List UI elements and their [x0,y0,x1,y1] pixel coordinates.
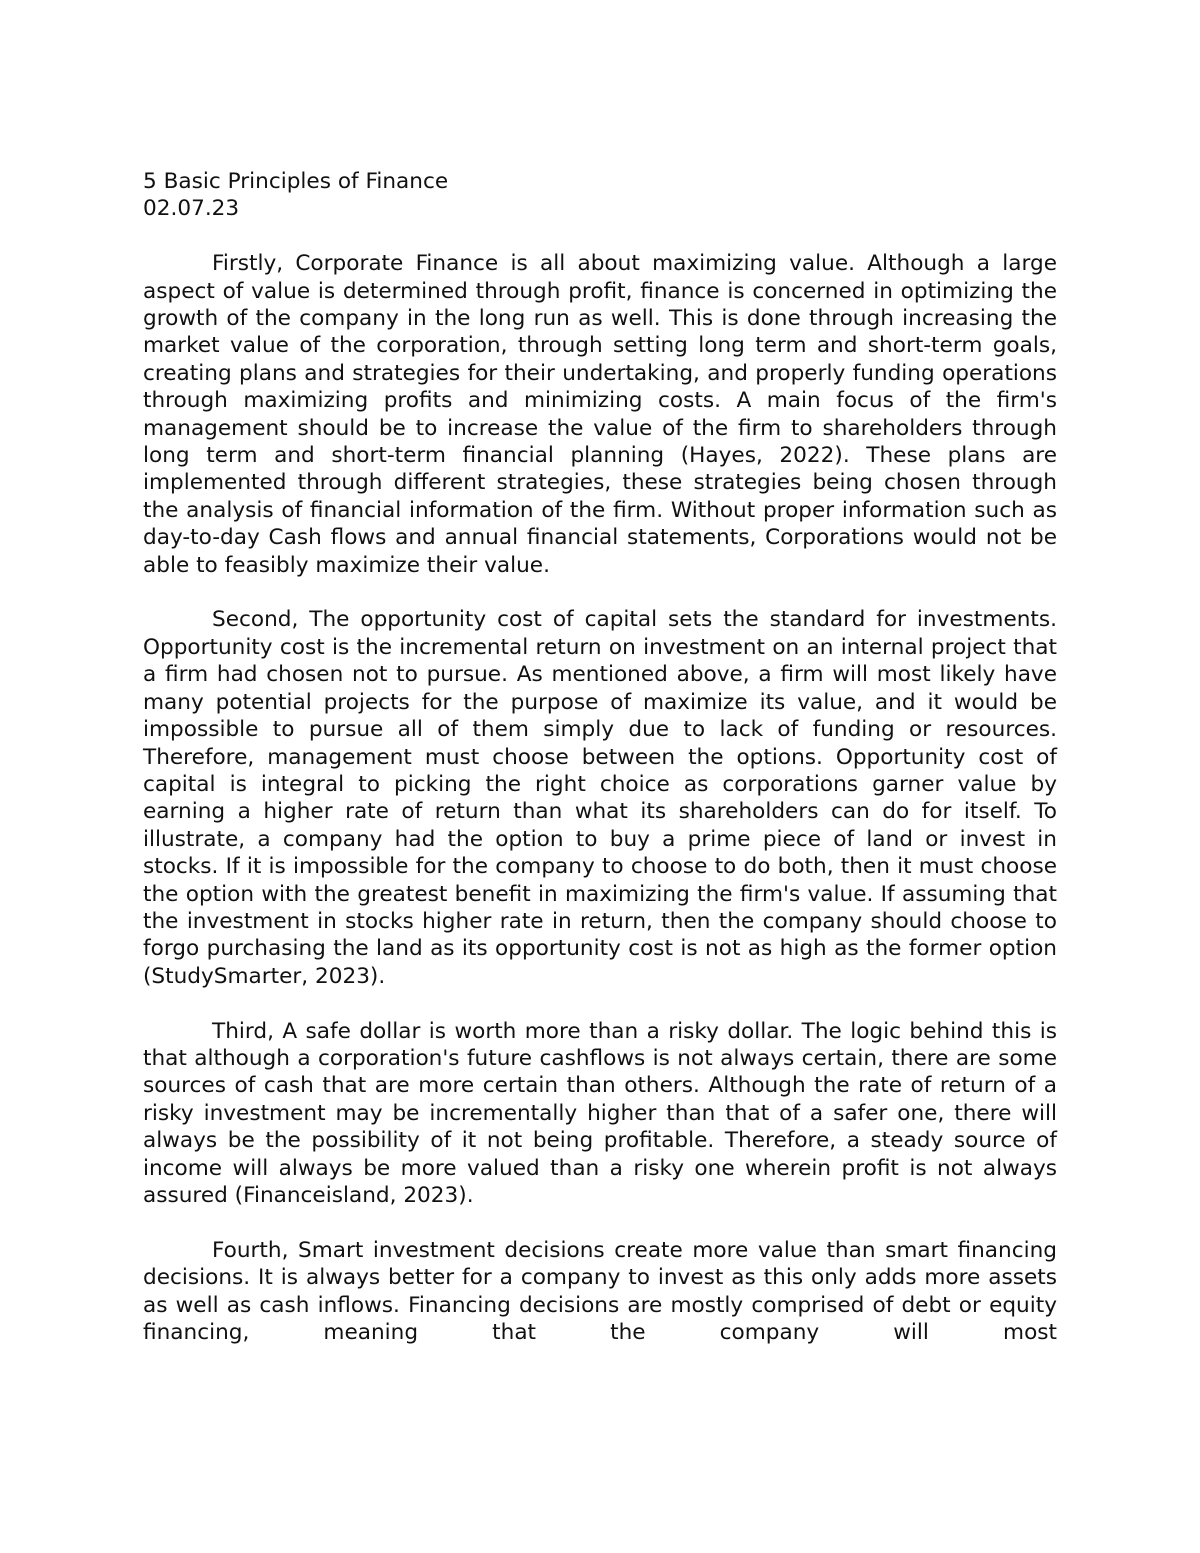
document-title: 5 Basic Principles of Finance [143,169,449,194]
document-page [143,168,1057,1346]
paragraph-maximizing-value: Firstly, Corporate Finance is all about maximizing value. Although a large aspect of value is determined through profit, finance is concerned in optimizing the growth of the company in the long run as well. This is done through increasing the market value of the corporation, through setting long term and short-term goals, creating plans and strategies for their undertaking, and properly funding operations through maximizing profits and minimizing costs. A main focus of the firm's management should be to increase the value of the firm to shareholders through long term and short-term financial planning (Hayes, 2022). These plans are implemented through different strategies, these strategies being chosen through the analysis of financial information of the firm. Without proper information such as day-to-day Cash flows and annual financial statements, Corporations would not be able to feasibly maximize their value. [143,251,1057,578]
paragraph-investment-decisions: Fourth, Smart investment decisions create more value than smart financing decisions. It is always better for a company to invest as this only adds more assets as well as cash inflows. Financing decisions are mostly comprised of debt or equity financing, meaning that the company will most [143,1237,1057,1345]
document-date: 02.07.23 [143,196,240,222]
paragraph-safe-dollar: Third, A safe dollar is worth more than a risky dollar. The logic behind this is that although a corporation's future cashflows is not always certain, there are some sources of cash that are more certain than others. Although the rate of return of a risky investment may be incrementally higher than that of a safer one, there will always be the possibility of it not being profitable. Therefore, a steady source of income will always be more valued than a risky one wherein profit is not always assured (Financeisland, 2023). [143,1018,1057,1208]
document-body [143,250,1057,1346]
paragraph-opportunity-cost: Second, The opportunity cost of capital sets the standard for investments. Opportunity cost is the incremental return on investment on an internal project that a firm had chosen not to pursue. As mentioned above, a firm will most likely have many potential projects for the purpose of maximize its value, and it would be impossible to pursue all of them simply due to lack of funding or resources. Therefore, management must choose between the options. Opportunity cost of capital is integral to picking the right choice as corporations garner value by earning a higher rate of return than what its shareholders can do for itself. To illustrate, a company had the option to buy a prime piece of land or invest in stocks. If it is impossible for the company to choose to do both, then it must choose the option with the greatest benefit in maximizing the firm's value. If assuming that the investment in stocks higher rate in return, then the company should choose to forgo purchasing the land as its opportunity cost is not as high as the former option (StudySmarter, 2023). [143,607,1057,989]
